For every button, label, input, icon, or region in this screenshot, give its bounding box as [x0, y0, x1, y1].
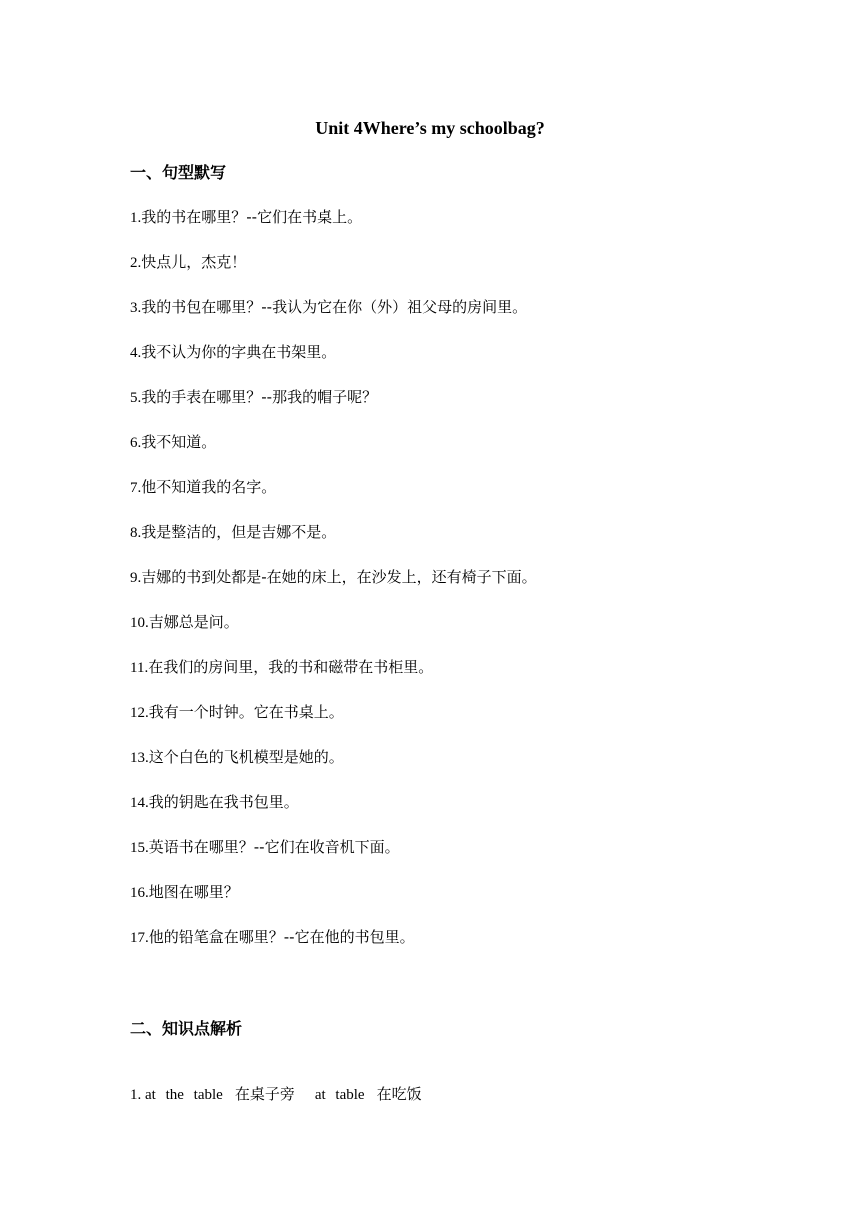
list-item: [130, 295, 537, 340]
item-number: 11.: [130, 660, 149, 676]
item-number: 6.: [130, 435, 142, 451]
item-number: 14.: [130, 795, 149, 811]
list-item: [130, 205, 537, 250]
item-number: 16.: [130, 885, 149, 901]
item-text: 在我们的房间里，我的书和磁带在书柜里。: [148, 658, 434, 676]
item-text: 我有一个时钟。它在书桌上。: [148, 703, 344, 721]
item-number: 7.: [130, 480, 142, 496]
item-text: 我的书包在哪里？--我认为它在你（外）祖父母的房间里。: [141, 298, 528, 316]
item-text: 吉娜总是问。: [148, 613, 239, 631]
phrase-chinese: 在吃饭: [376, 1085, 422, 1103]
section-heading-sentences: 一、句型默写: [130, 163, 227, 182]
list-item: [130, 340, 537, 385]
phrase-chinese: 在桌子旁: [234, 1085, 295, 1103]
list-item: [130, 880, 537, 925]
list-item: [130, 385, 537, 430]
item-number: 15.: [130, 840, 149, 856]
phrase-english: at the table: [145, 1087, 223, 1103]
section-heading-knowledge-points: 二、知识点解析: [130, 1019, 243, 1038]
item-text: 这个白色的飞机模型是她的。: [148, 748, 344, 766]
item-text: 英语书在哪里？--它们在收音机下面。: [148, 838, 400, 856]
list-item: [130, 700, 537, 745]
knowledge-point-item: [130, 1082, 422, 1107]
item-text: 他不知道我的名字。: [141, 478, 277, 496]
item-text: 地图在哪里？: [148, 883, 239, 901]
item-number: 10.: [130, 615, 149, 631]
item-text: 我的书在哪里？--它们在书桌上。: [141, 208, 363, 226]
item-number: 5.: [130, 390, 142, 406]
list-item: [130, 925, 537, 970]
item-text: 吉娜的书到处都是-在她的床上，在沙发上，还有椅子下面。: [141, 568, 537, 586]
phrase-english: at table: [314, 1087, 365, 1103]
list-item: [130, 610, 537, 655]
page-title: Unit 4Where’s my schoolbag?: [315, 118, 545, 138]
list-item: [130, 520, 537, 565]
item-text: 他的铅笔盒在哪里？--它在他的书包里。: [148, 928, 415, 946]
item-number: 8.: [130, 525, 142, 541]
list-item: [130, 475, 537, 520]
list-item: [130, 655, 537, 700]
item-number: 3.: [130, 300, 142, 316]
item-number: 9.: [130, 570, 142, 586]
list-item: [130, 565, 537, 610]
point-number: 1.: [130, 1087, 142, 1103]
sentence-list: [130, 205, 537, 970]
item-number: 12.: [130, 705, 149, 721]
item-text: 我的钥匙在我书包里。: [148, 793, 299, 811]
item-text: 我不知道。: [141, 433, 217, 451]
item-number: 2.: [130, 255, 142, 271]
list-item: [130, 745, 537, 790]
item-number: 17.: [130, 930, 149, 946]
item-number: 13.: [130, 750, 149, 766]
item-number: 4.: [130, 345, 142, 361]
list-item: [130, 250, 537, 295]
item-text: 我不认为你的字典在书架里。: [141, 343, 337, 361]
list-item: [130, 835, 537, 880]
list-item: [130, 430, 537, 475]
list-item: [130, 790, 537, 835]
item-text: 我是整洁的，但是吉娜不是。: [141, 523, 337, 541]
item-number: 1.: [130, 210, 142, 226]
item-text: 快点儿，杰克！: [141, 253, 247, 271]
item-text: 我的手表在哪里？--那我的帽子呢？: [141, 388, 378, 406]
